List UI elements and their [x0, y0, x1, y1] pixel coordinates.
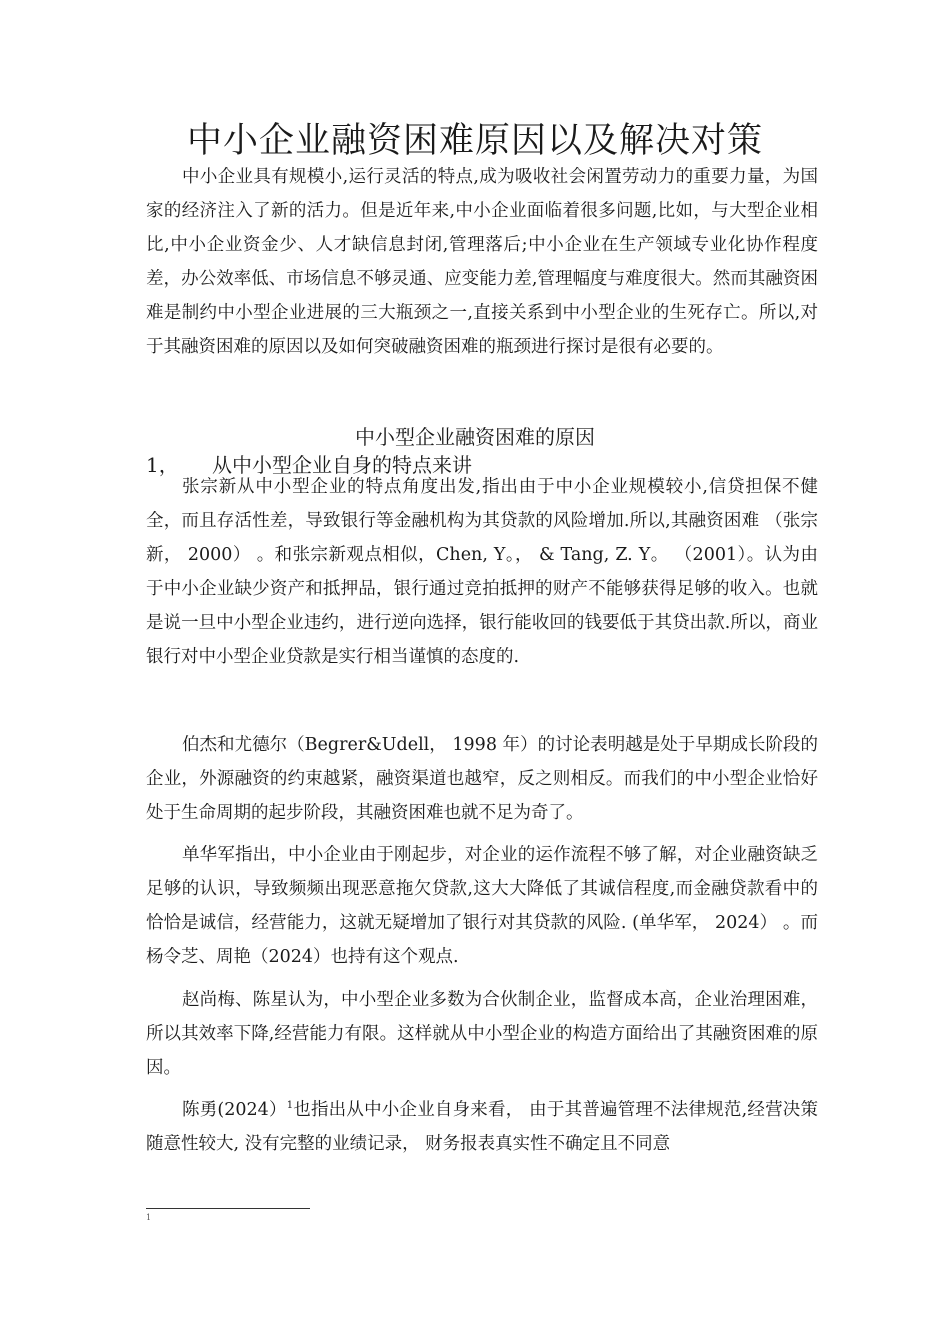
document-title: 中小企业融资困难原因以及解决对策 — [186, 121, 763, 161]
paragraph-text — [146, 1093, 818, 1161]
section-heading: 中小型企业融资困难的原因 — [355, 425, 595, 449]
paragraph-text: 单华军指出，中小企业由于刚起步，对企业的运作流程不够了解，对企业融资缺乏足够的认识，导致频频出现恶意拖欠贷款,这大大降低了其诚信程度,而金融贷款看中的恰恰是诚信，经营能力，这就无疑增加了银行对其贷款的风险. (单华军， 2024） 。而杨令芝、周艳（2024）也持有这个观点. — [146, 845, 818, 967]
footnote-reference[interactable]: 1 — [286, 1100, 294, 1112]
footnote-marker: 1 — [146, 1213, 152, 1222]
paragraph-4 — [146, 983, 818, 1085]
paragraph-5 — [146, 1093, 818, 1161]
paragraph-text: 张宗新从中小型企业的特点角度出发,指出由于中小企业规模较小,信贷担保不健全，而且存活性差，导致银行等金融机构为其贷款的风险增加.所以,其融资困难 （张宗新， 2000） 。和张宗新观点相似，Chen, Y。， & Tang, Z. Y。 （2001）。认为由于中小企业缺少资产和抵押品，银行通过竞拍抵押的财产不能够获得足够的收入。也就是说一旦中小型企业违约，进行逆向选择，银行能收回的钱要低于其贷出款.所以，商业银行对中小型企业贷款是实行相当谨慎的态度的. — [146, 477, 818, 667]
subsection-number: 1， — [146, 453, 179, 477]
citation-text: 陈勇(2024） — [182, 1100, 287, 1120]
footnote-divider — [146, 1208, 310, 1209]
paragraph-text: 伯杰和尤德尔（Begrer&Udell， 1998 年）的讨论表明越是处于早期成长阶段的企业，外源融资的约束越紧，融资渠道也越窄，反之则相反。而我们的中小型企业恰好处于生命周期的起步阶段，其融资困难也就不足为奇了。 — [146, 735, 818, 823]
paragraph-2 — [146, 728, 818, 830]
paragraph-continuation: 也指出从中小企业自身来看， 由于其普遍管理不法律规范,经营决策随意性较大, 没有完整的业绩记录， 财务报表真实性不确定且不同意 — [146, 1100, 818, 1154]
subsection-title: 从中小型企业自身的特点来讲 — [212, 453, 472, 477]
paragraph-text: 中小企业具有规模小,运行灵活的特点,成为吸收社会闲置劳动力的重要力量，为国家的经济注入了新的活力。但是近年来,中小企业面临着很多问题,比如，与大型企业相比,中小企业资金少、人才缺信息封闭,管理落后;中小企业在生产领域专业化协作程度差，办公效率低、市场信息不够灵通、应变能力差,管理幅度与难度很大。然而其融资困难是制约中小型企业进展的三大瓶颈之一,直接关系到中小型企业的生死存亡。所以,对于其融资困难的原因以及如何突破融资困难的瓶颈进行探讨是很有必要的。 — [146, 167, 818, 357]
paragraph-text: 赵尚梅、陈星认为，中小型企业多数为合伙制企业，监督成本高，企业治理困难，所以其效率下降,经营能力有限。这样就从中小型企业的构造方面给出了其融资困难的原因。 — [146, 990, 818, 1078]
intro-paragraph — [146, 160, 818, 364]
paragraph-3 — [146, 838, 818, 974]
paragraph-1 — [146, 470, 818, 674]
